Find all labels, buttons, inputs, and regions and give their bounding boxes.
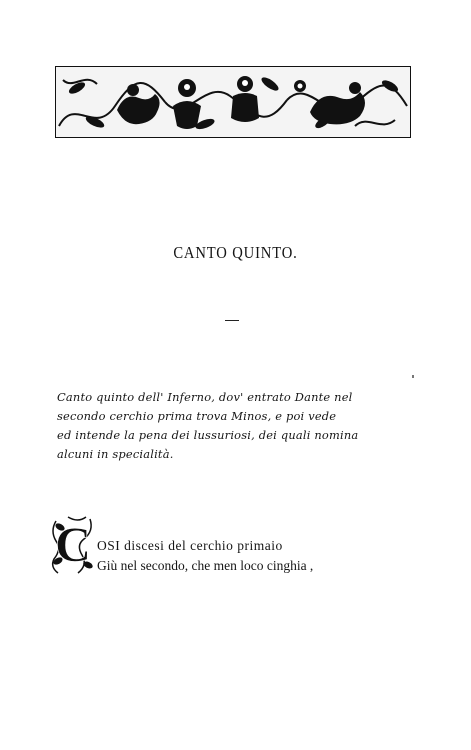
- drop-cap-letter: C: [54, 516, 92, 572]
- summary-line: secondo cerchio prima trova Minos, e poi vede: [57, 409, 337, 423]
- header-ornament: [55, 66, 411, 138]
- print-mark: [412, 375, 414, 378]
- drop-cap-initial: [48, 513, 98, 577]
- verse-line: Giù nel secondo, che men loco cinghia ,: [97, 558, 314, 573]
- summary-line: Canto quinto dell' Inferno, dov' entrato Dante nel: [57, 390, 353, 404]
- summary-line: ed intende la pena dei lussuriosi, dei quali nomina: [57, 428, 359, 442]
- chapter-title: CANTO QUINTO.: [173, 243, 298, 262]
- verse-line: OSI discesi del cerchio primaio: [97, 538, 283, 553]
- separator-rule: [225, 320, 239, 321]
- summary-line: alcuni in specialità.: [57, 447, 174, 461]
- opening-verses: [97, 536, 313, 576]
- canto-summary: [57, 388, 427, 464]
